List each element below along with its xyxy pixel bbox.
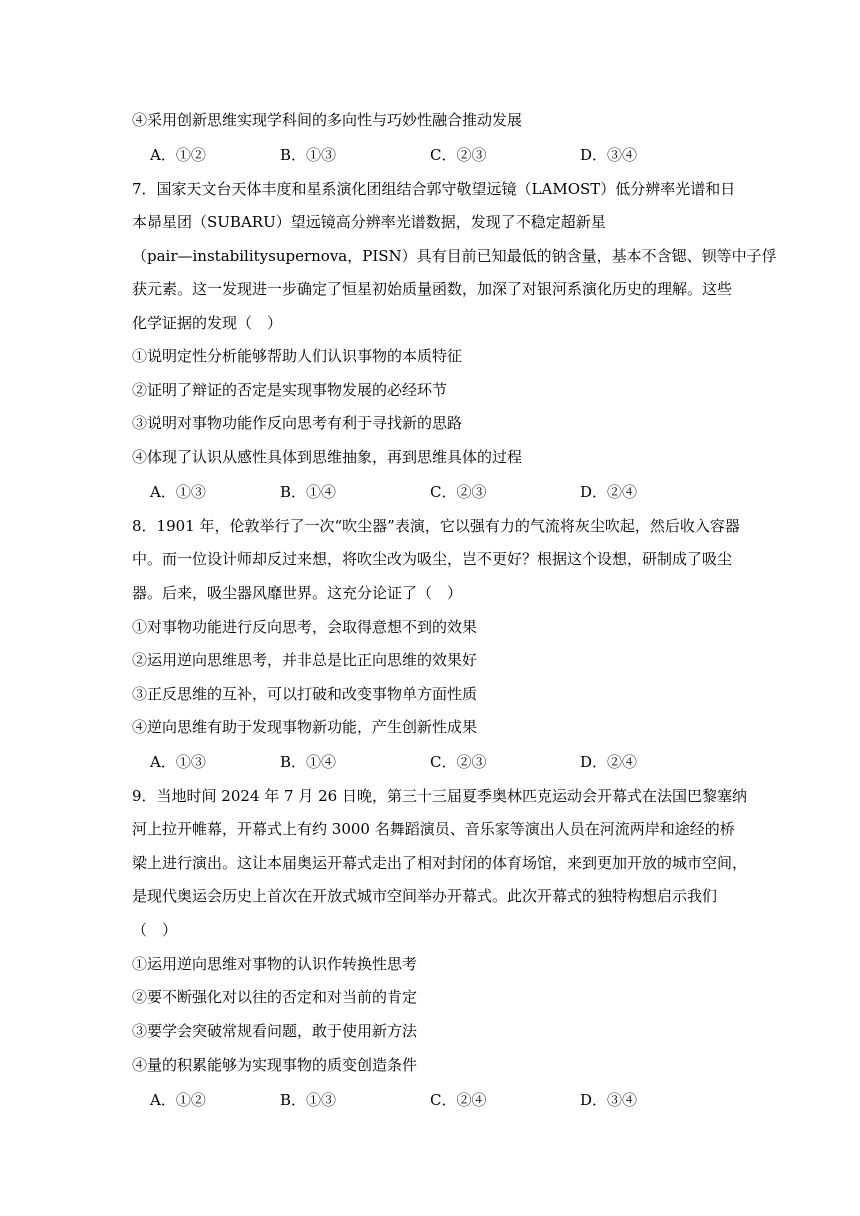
q9-statement-4: ④量的积累能够为实现事物的质变创造条件	[132, 1056, 418, 1074]
q9-stem-line-3: 梁上进行演出。这让本届奥运开幕式走出了相对封闭的体育场馆，来到更加开放的城市空间，	[132, 854, 748, 872]
q8-options	[150, 752, 750, 772]
q8-option-a[interactable]: A．①③	[150, 753, 206, 771]
q8-statement-1: ①对事物功能进行反向思考，会取得意想不到的效果	[132, 618, 478, 636]
q9-options	[150, 1090, 750, 1110]
q9-stem-line-5: （ ）	[132, 921, 178, 939]
q7-option-a[interactable]: A．①③	[150, 483, 206, 501]
q9-option-c[interactable]: C．②④	[430, 1091, 487, 1109]
q6-options	[150, 145, 750, 165]
q8-option-d[interactable]: D．②④	[580, 753, 638, 771]
q9-option-a[interactable]: A．①②	[150, 1091, 206, 1109]
q8-stem-line-2: 中。而一位设计师却反过来想，将吹尘改为吸尘，岂不更好？根据这个设想，研制成了吸尘	[132, 550, 733, 568]
q9-stem-line-1: 9．当地时间 2024 年 7 月 26 日晚，第三十三届夏季奥林匹克运动会开幕式在法国巴黎塞纳	[132, 787, 747, 805]
q9-statement-1: ①运用逆向思维对事物的认识作转换性思考	[132, 955, 418, 973]
q7-options	[150, 482, 750, 502]
q6-option-c[interactable]: C．②③	[430, 146, 487, 164]
q9-stem-line-2: 河上拉开帷幕，开幕式上有约 3000 名舞蹈演员、音乐家等演出人员在河流两岸和途经的桥	[132, 820, 735, 838]
q7-statement-3: ③说明对事物功能作反向思考有利于寻找新的思路	[132, 414, 463, 432]
q8-option-b[interactable]: B．①④	[280, 753, 337, 771]
q8-statement-3: ③正反思维的互补，可以打破和改变事物单方面性质	[132, 685, 478, 703]
q7-option-c[interactable]: C．②③	[430, 483, 487, 501]
q7-option-d[interactable]: D．②④	[580, 483, 638, 501]
q7-stem-line-3: （pair—instabilitysupernova，PISN）具有目前已知最低的钠含量，基本不含锶、钡等中子俘	[132, 247, 777, 265]
q9-statement-2: ②要不断强化对以往的否定和对当前的肯定	[132, 988, 418, 1006]
q7-statement-1: ①说明定性分析能够帮助人们认识事物的本质特征	[132, 347, 463, 365]
q7-statement-2: ②证明了辩证的否定是实现事物发展的必经环节	[132, 381, 448, 399]
q7-statement-4: ④体现了认识从感性具体到思维抽象，再到思维具体的过程	[132, 448, 523, 466]
q7-stem-line-4: 获元素。这一发现进一步确定了恒星初始质量函数，加深了对银河系演化历史的理解。这些	[132, 280, 733, 298]
q6-statement-4: ④采用创新思维实现学科间的多向性与巧妙性融合推动发展	[132, 111, 523, 129]
q9-option-b[interactable]: B．①③	[280, 1091, 337, 1109]
q7-stem-line-5: 化学证据的发现（ ）	[132, 314, 283, 332]
q8-statement-2: ②运用逆向思维思考，并非总是比正向思维的效果好	[132, 651, 478, 669]
q9-option-d[interactable]: D．③④	[580, 1091, 638, 1109]
q7-stem-line-2: 本昴星团（SUBARU）望远镜高分辨率光谱数据，发现了不稳定超新星	[132, 213, 606, 231]
q9-stem-line-4: 是现代奥运会历史上首次在开放式城市空间举办开幕式。此次开幕式的独特构想启示我们	[132, 887, 718, 905]
q8-stem-line-3: 器。后来，吸尘器风靡世界。这充分论证了（ ）	[132, 584, 463, 602]
q7-stem-line-1: 7．国家天文台天体丰度和星系演化团组结合郭守敬望远镜（LAMOST）低分辨率光谱和日	[132, 180, 736, 198]
q6-option-b[interactable]: B．①③	[280, 146, 337, 164]
q6-option-d[interactable]: D．③④	[580, 146, 638, 164]
q8-statement-4: ④逆向思维有助于发现事物新功能，产生创新性成果	[132, 718, 478, 736]
q6-option-a[interactable]: A．①②	[150, 146, 206, 164]
q9-statement-3: ③要学会突破常规看问题，敢于使用新方法	[132, 1022, 418, 1040]
q8-option-c[interactable]: C．②③	[430, 753, 487, 771]
q8-stem-line-1: 8．1901 年，伦敦举行了一次“吹尘器”表演，它以强有力的气流将灰尘吹起，然后收入容器	[132, 517, 740, 535]
q7-option-b[interactable]: B．①④	[280, 483, 337, 501]
